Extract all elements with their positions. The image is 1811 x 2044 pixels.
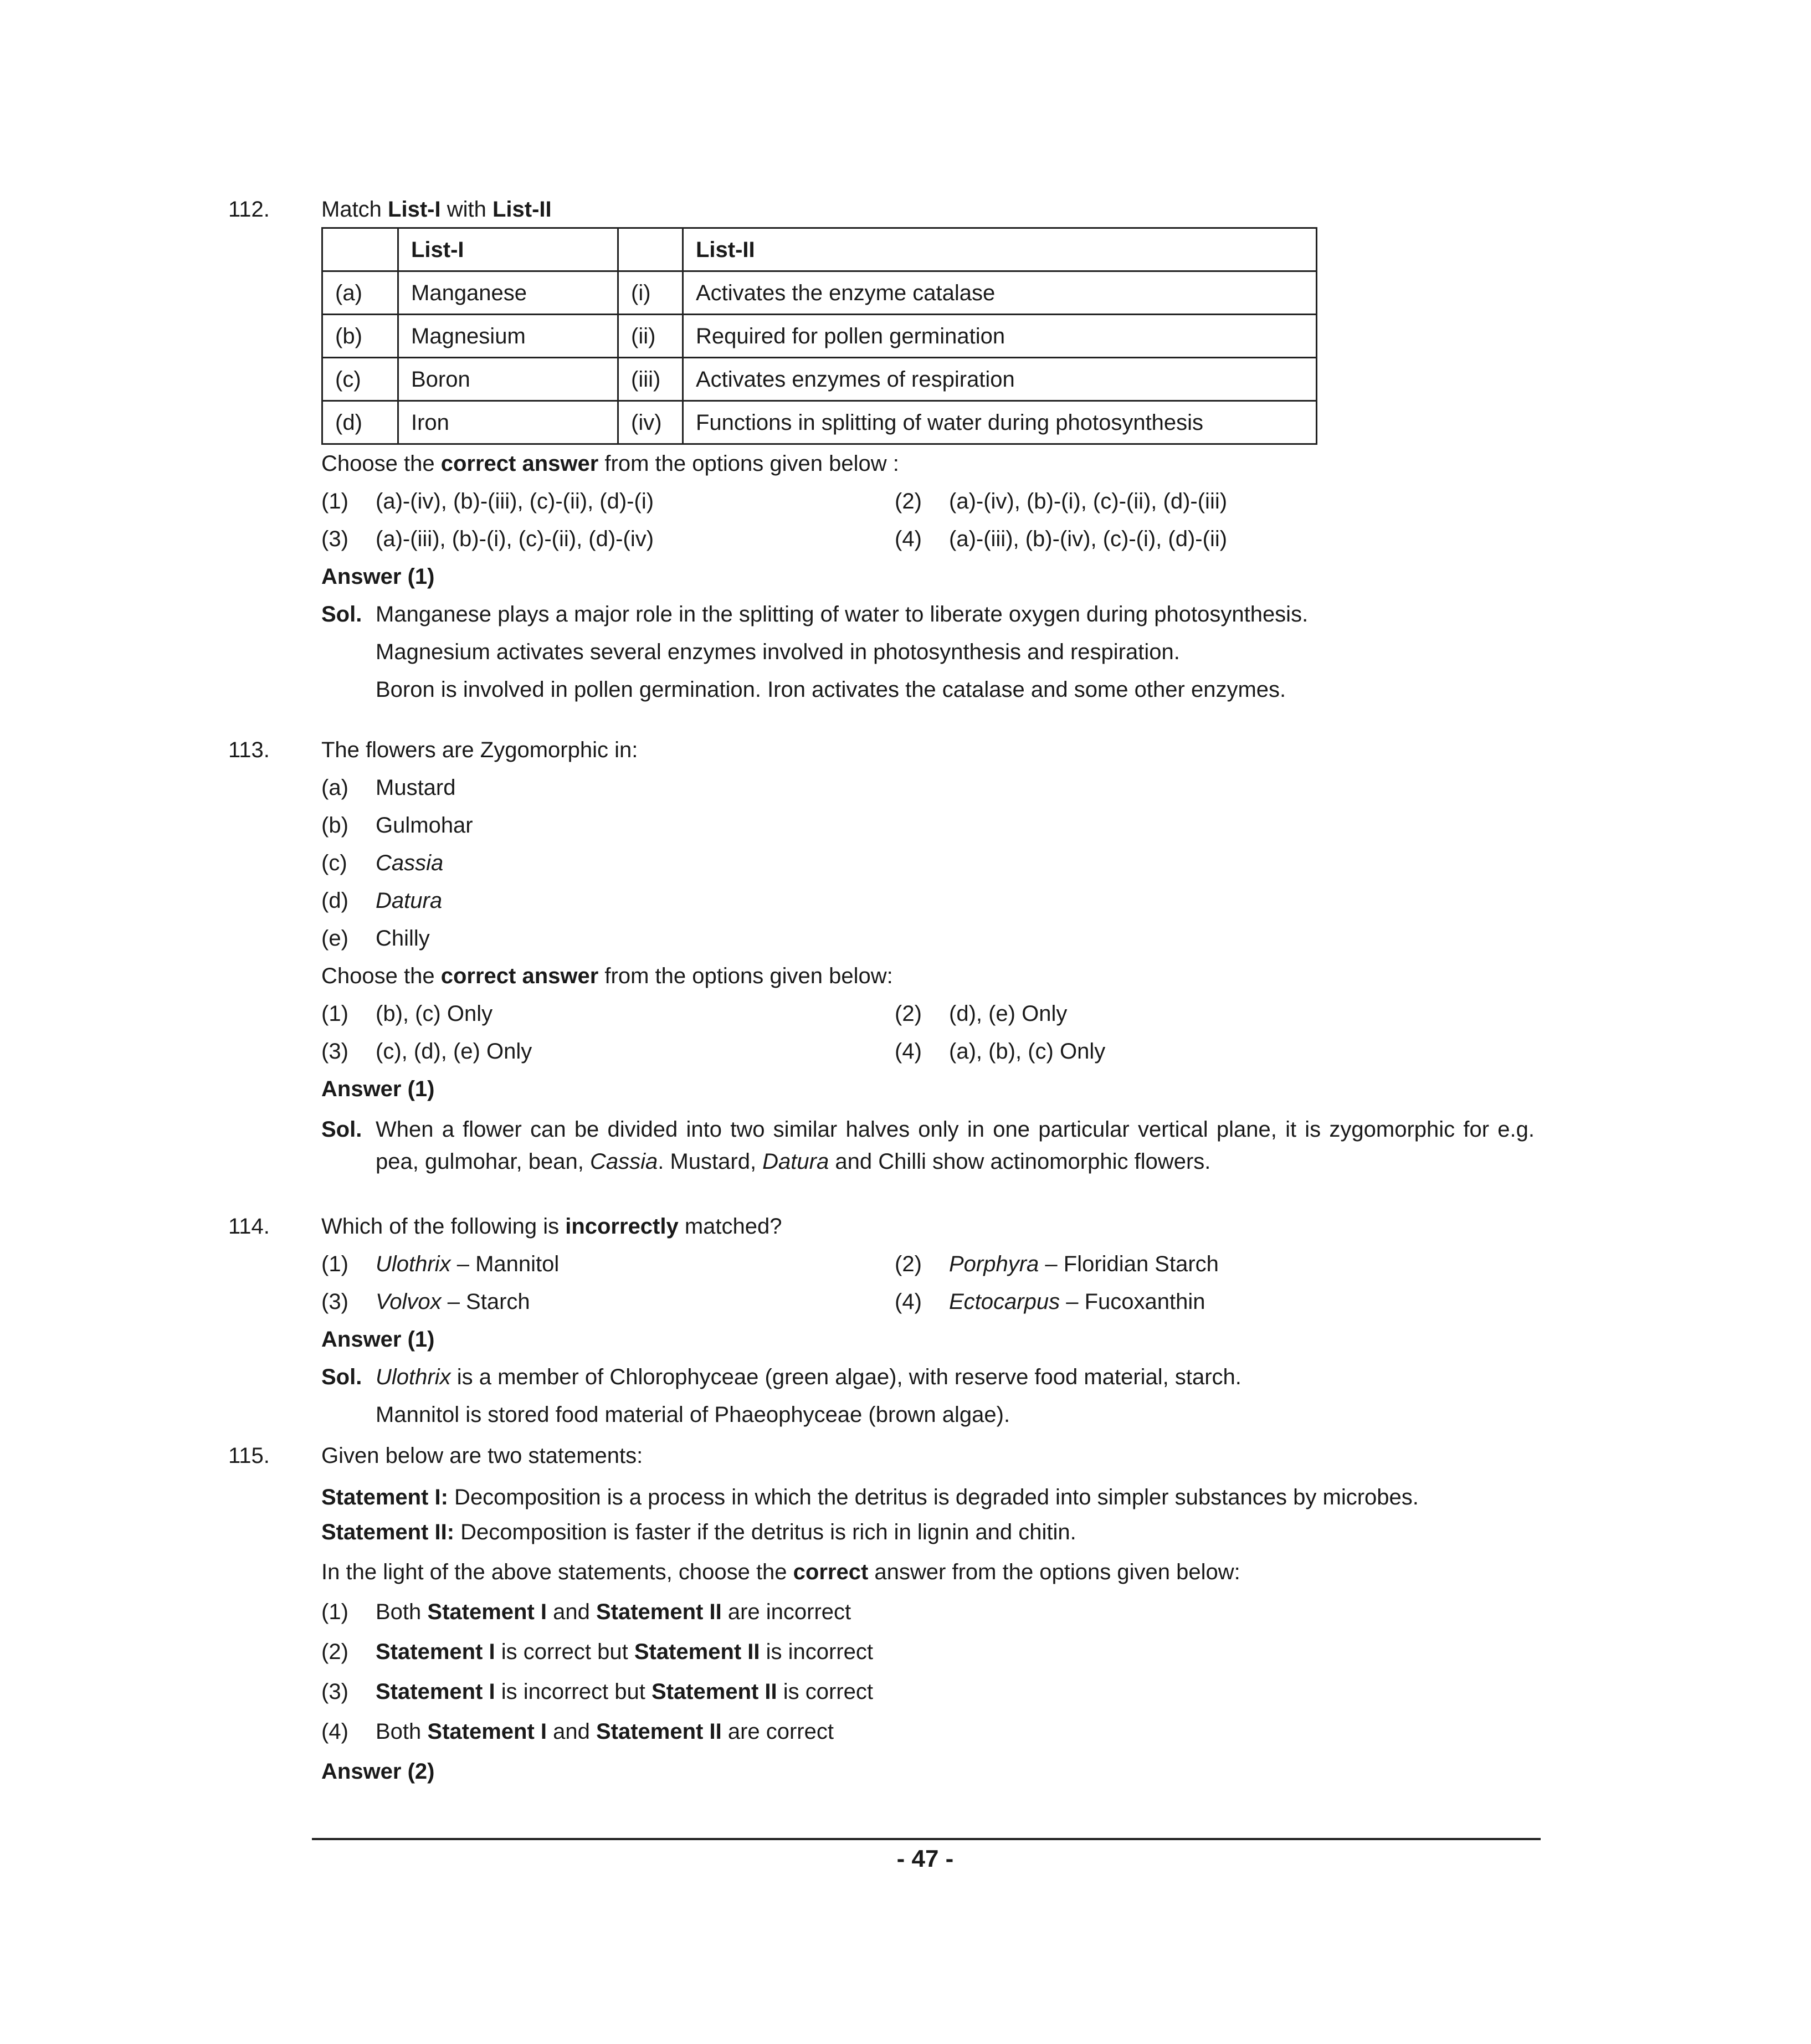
solution (321, 601, 1535, 714)
option-2 (895, 1251, 1219, 1277)
table-cell: (iii) (618, 358, 683, 401)
solution-label: Sol. (321, 1117, 362, 1142)
option-1 (321, 488, 654, 515)
solution-label: Sol. (321, 602, 362, 626)
question-text (321, 1213, 1535, 1251)
footer-rule (312, 1838, 1541, 1840)
bold-text: correct answer (440, 451, 599, 476)
option-text (376, 1599, 851, 1625)
bold-text: Statement II: (321, 1520, 455, 1544)
italic-text: Porphyra (949, 1252, 1039, 1276)
option-text: – Fucoxanthin (1060, 1290, 1205, 1314)
question-number: 114. (228, 1214, 270, 1239)
text: Both (376, 1600, 428, 1624)
option-text (376, 1678, 873, 1705)
option-number: (1) (321, 1600, 348, 1624)
text: Choose the (321, 964, 441, 988)
solution-line: Boron is involved in pollen germination. Iron activates the catalase and some other enzymes. (376, 677, 1286, 702)
item-label: (d) (321, 889, 348, 913)
options-row (321, 1251, 1535, 1288)
text: are incorrect (721, 1600, 851, 1624)
option-text: – Starch (441, 1290, 530, 1314)
option-3 (321, 1678, 1535, 1718)
item-label: (c) (321, 851, 347, 875)
table-cell: (i) (618, 271, 683, 315)
option-number: (2) (895, 1252, 922, 1276)
text: Which of the following is (321, 1214, 566, 1239)
text: is correct but (495, 1640, 634, 1664)
option-4 (895, 1288, 1205, 1315)
option-text: (c), (d), (e) Only (376, 1039, 532, 1064)
item-text: Cassia (376, 851, 444, 875)
question-number: 113. (228, 738, 270, 762)
options-row (321, 1288, 1535, 1326)
list-item (321, 850, 1535, 887)
table-row (322, 401, 1317, 444)
bold-text: correct answer (440, 964, 599, 988)
bold-text: correct (793, 1560, 869, 1584)
table-cell: Functions in splitting of water during photosynthesis (683, 401, 1317, 444)
italic-text: Volvox (376, 1290, 442, 1314)
text: answer from the options given below: (868, 1560, 1240, 1584)
text: and Chilli show actinomorphic flowers. (829, 1149, 1211, 1174)
item-label: (b) (321, 813, 348, 838)
question-text: The flowers are Zygomorphic in: (321, 738, 638, 762)
list-item (321, 925, 1535, 963)
statement-2 (321, 1519, 1535, 1559)
answer: Answer (1) (321, 1077, 435, 1101)
answer: Answer (1) (321, 564, 435, 589)
bold-text: Statement I (427, 1719, 547, 1744)
option-number: (1) (321, 1002, 348, 1026)
choose-instruction (321, 450, 1535, 488)
option-text: (a)-(iv), (b)-(iii), (c)-(ii), (d)-(i) (376, 489, 654, 513)
solution-line: Mannitol is stored food material of Phaeophyceae (brown algae). (376, 1403, 1010, 1427)
solution (321, 1113, 1535, 1178)
option-1 (321, 1599, 1535, 1639)
option-3 (321, 1288, 530, 1315)
option-2 (895, 488, 1227, 515)
choose-instruction (321, 963, 1535, 1000)
text: Match (321, 197, 388, 222)
match-table (321, 227, 1317, 445)
text: from the options given below : (598, 451, 899, 476)
option-number: (4) (895, 1039, 922, 1064)
options-row (321, 526, 1535, 563)
table-cell: List-I (398, 228, 618, 271)
table-cell: Required for pollen germination (683, 315, 1317, 358)
solution-line: Magnesium activates several enzymes involved in photosynthesis and respiration. (376, 640, 1180, 664)
option-1 (321, 1251, 559, 1277)
question-114 (228, 1213, 1535, 1439)
table-cell: (ii) (618, 315, 683, 358)
italic-text: Ulothrix (376, 1252, 451, 1276)
italic-text: Cassia (589, 1149, 658, 1174)
item-label: (a) (321, 776, 348, 800)
option-3 (321, 526, 654, 552)
bold-text: List-II (492, 197, 552, 222)
option-number: (1) (321, 1252, 348, 1276)
option-2 (321, 1639, 1535, 1678)
table-cell: Boron (398, 358, 618, 401)
option-1 (321, 1000, 492, 1027)
option-text: (a)-(iii), (b)-(iv), (c)-(i), (d)-(ii) (949, 527, 1228, 551)
table-cell: (iv) (618, 401, 683, 444)
option-4 (321, 1718, 1535, 1758)
page-number: - 47 - (896, 1845, 954, 1872)
solution-text (376, 601, 1535, 714)
text: is a member of Chlorophyceae (green algae), with reserve food material, starch. (450, 1365, 1241, 1389)
italic-text: Datura (762, 1149, 829, 1174)
answer: Answer (2) (321, 1759, 435, 1784)
table-header-row (322, 228, 1317, 271)
options-row (321, 1000, 1535, 1038)
table-cell: (d) (322, 401, 398, 444)
option-number: (2) (895, 1002, 922, 1026)
option-number: (2) (895, 489, 922, 513)
italic-text: Ulothrix (376, 1365, 451, 1389)
option-4 (895, 526, 1227, 552)
question-115 (228, 1442, 1535, 1796)
table-row (322, 271, 1317, 315)
option-number: (3) (321, 1039, 348, 1064)
text: Choose the (321, 451, 441, 476)
text: are correct (721, 1719, 834, 1744)
table-cell: Magnesium (398, 315, 618, 358)
solution-text (376, 1364, 1535, 1439)
text: with (440, 197, 492, 222)
option-number: (2) (321, 1640, 348, 1664)
text: and (547, 1600, 596, 1624)
table-cell: Iron (398, 401, 618, 444)
text: from the options given below: (598, 964, 893, 988)
text: is correct (777, 1680, 874, 1704)
options-row (321, 1038, 1535, 1076)
bold-text: List-I (388, 197, 441, 222)
bold-text: Statement II (596, 1719, 722, 1744)
option-3 (321, 1038, 532, 1065)
question-number: 115. (228, 1444, 270, 1468)
item-text: Mustard (376, 776, 456, 800)
list-item (321, 812, 1535, 850)
option-text: (d), (e) Only (949, 1002, 1068, 1026)
choose-instruction (321, 1559, 1535, 1599)
question-113 (228, 737, 1535, 1178)
text: In the light of the above statements, choose the (321, 1560, 793, 1584)
item-text: Datura (376, 889, 443, 913)
option-number: (4) (895, 527, 922, 551)
option-2 (895, 1000, 1067, 1027)
option-text: – Floridian Starch (1039, 1252, 1219, 1276)
bold-text: incorrectly (565, 1214, 679, 1239)
table-cell: Activates enzymes of respiration (683, 358, 1317, 401)
table-cell: (b) (322, 315, 398, 358)
bold-text: Statement I (427, 1600, 547, 1624)
bold-text: Statement I (376, 1680, 495, 1704)
text: is incorrect (760, 1640, 874, 1664)
option-number: (3) (321, 1290, 348, 1314)
table-cell: Activates the enzyme catalase (683, 271, 1317, 315)
text: and (547, 1719, 596, 1744)
bold-text: Statement II (651, 1680, 777, 1704)
option-text: – Mannitol (450, 1252, 560, 1276)
table-row (322, 315, 1317, 358)
text: Decomposition is faster if the detritus is rich in lignin and chitin. (454, 1520, 1076, 1544)
bold-text: Statement I: (321, 1485, 448, 1509)
question-number: 112. (228, 197, 270, 222)
bold-text: Statement I (376, 1640, 495, 1664)
table-cell (322, 228, 398, 271)
text: matched? (678, 1214, 782, 1239)
text: is incorrect but (495, 1680, 651, 1704)
option-text: (a), (b), (c) Only (949, 1039, 1106, 1064)
solution-line (376, 1364, 1535, 1401)
option-4 (895, 1038, 1105, 1065)
text: When a flower can be divided into two similar halves only in one particular vertical plane, it is zygomorphic for e.g. pea, gulmohar, bean, (376, 1117, 1535, 1174)
list-item (321, 887, 1535, 925)
option-text (376, 1639, 873, 1665)
text: . Mustard, (658, 1149, 763, 1174)
option-text: (a)-(iv), (b)-(i), (c)-(ii), (d)-(iii) (949, 489, 1228, 513)
table-row (322, 358, 1317, 401)
item-text: Gulmohar (376, 813, 473, 838)
text: Decomposition is a process in which the detritus is degraded into simpler substances by microbes. (448, 1485, 1419, 1509)
solution (321, 1364, 1535, 1439)
option-text: (a)-(iii), (b)-(i), (c)-(ii), (d)-(iv) (376, 527, 654, 551)
question-112 (228, 196, 1535, 714)
option-text (376, 1718, 834, 1745)
solution-label: Sol. (321, 1365, 362, 1389)
bold-text: Statement II (634, 1640, 760, 1664)
item-text: Chilly (376, 926, 430, 951)
table-cell: (c) (322, 358, 398, 401)
table-cell: Manganese (398, 271, 618, 315)
table-cell: (a) (322, 271, 398, 315)
bold-text: Statement II (596, 1600, 722, 1624)
option-number: (3) (321, 1680, 348, 1704)
statement-1 (321, 1480, 1535, 1514)
item-label: (e) (321, 926, 348, 951)
solution-line: Manganese plays a major role in the splitting of water to liberate oxygen during photosynthesis. (376, 602, 1309, 626)
table-cell: List-II (683, 228, 1317, 271)
answer: Answer (1) (321, 1327, 435, 1352)
question-text: Given below are two statements: (321, 1444, 643, 1468)
table-cell (618, 228, 683, 271)
option-number: (1) (321, 489, 348, 513)
option-text: (b), (c) Only (376, 1002, 493, 1026)
options-row (321, 488, 1535, 526)
solution-text (376, 1113, 1535, 1178)
text: Both (376, 1719, 428, 1744)
list-item (321, 774, 1535, 812)
option-number: (3) (321, 527, 348, 551)
italic-text: Ectocarpus (949, 1290, 1060, 1314)
option-number: (4) (895, 1290, 922, 1314)
option-number: (4) (321, 1719, 348, 1744)
